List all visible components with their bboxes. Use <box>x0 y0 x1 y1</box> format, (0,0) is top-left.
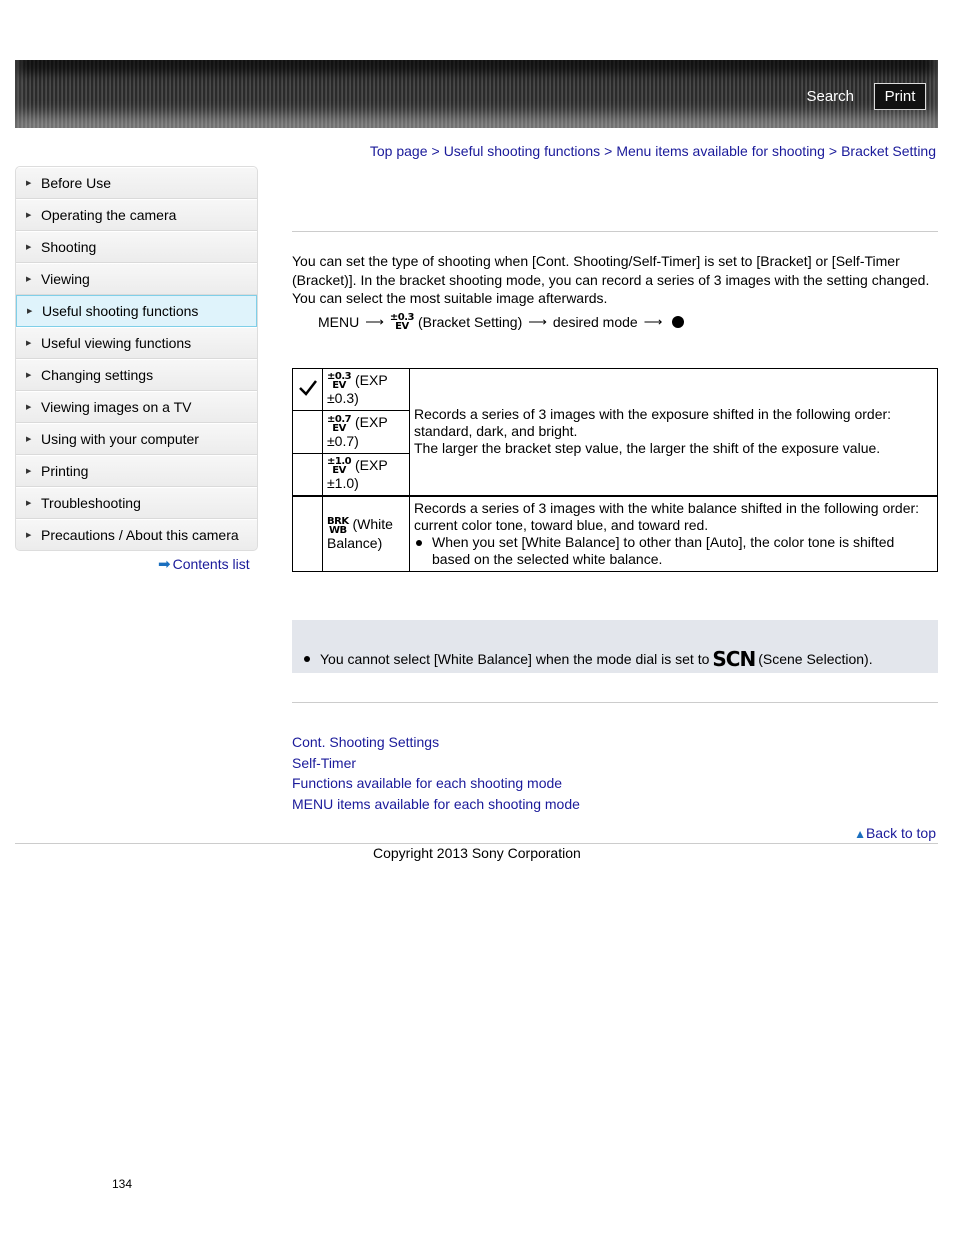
option-exp-10 <box>323 453 410 496</box>
option-label: (EXP ±1.0) <box>327 456 388 491</box>
breadcrumb-separator: > <box>828 143 838 159</box>
center-button-icon <box>672 316 684 328</box>
sidebar-item-label: Printing <box>41 463 89 479</box>
back-to-top-link[interactable] <box>854 825 936 841</box>
option-label: (EXP ±0.3) <box>327 372 388 407</box>
bracket-options-table <box>292 368 938 572</box>
exp-desc-2: The larger the bracket step value, the larger the shift of the exposure value. <box>414 440 881 457</box>
exp-desc-1: Records a series of 3 images with the exposure shifted in the following order: standard, dark, and bright. <box>414 406 892 440</box>
related-link-menu-items[interactable]: MENU items available for each shooting mode <box>292 796 580 813</box>
empty-cell <box>293 496 323 572</box>
ev-10-icon: ±1.0 EV <box>327 455 352 476</box>
breadcrumb-separator: > <box>604 143 613 159</box>
chevron-right-icon: ▶ <box>27 308 33 315</box>
table-row <box>293 496 938 572</box>
chevron-right-icon: ▶ <box>26 436 32 443</box>
related-links <box>292 732 580 815</box>
chevron-right-icon: ▶ <box>26 500 32 507</box>
arrow-right-icon: ⟶ <box>365 314 384 329</box>
ev-07-icon: ±0.7 EV <box>327 413 352 434</box>
chevron-right-icon: ▶ <box>26 340 32 347</box>
note-after: (Scene Selection). <box>758 651 873 667</box>
related-link-self-timer[interactable]: Self-Timer <box>292 754 357 771</box>
sidebar-item-label: Operating the camera <box>41 207 177 223</box>
breadcrumb-useful-shooting[interactable]: Useful shooting functions <box>443 143 601 159</box>
exposure-description <box>410 369 938 496</box>
sidebar-item-viewing[interactable] <box>16 263 257 295</box>
contents-list-label: Contents list <box>172 556 250 572</box>
scn-icon: SCN <box>712 647 756 671</box>
desired-mode-label: desired mode <box>552 314 638 330</box>
checkmark-icon <box>298 379 318 397</box>
menu-path <box>318 313 684 331</box>
sidebar-item-label: Before Use <box>41 175 112 191</box>
sidebar-item-troubleshooting[interactable] <box>16 487 257 519</box>
breadcrumb-separator: > <box>431 143 440 159</box>
option-label: (White Balance) <box>327 516 393 551</box>
page-number: 134 <box>112 1177 133 1191</box>
arrow-right-icon: ⟶ <box>528 314 547 329</box>
arrow-right-icon: ⟶ <box>643 314 663 329</box>
empty-cell <box>293 411 323 453</box>
wb-description <box>410 496 938 572</box>
chevron-right-icon: ▶ <box>26 404 32 411</box>
back-to-top-label: Back to top <box>865 825 936 841</box>
sidebar-item-computer[interactable] <box>16 423 257 455</box>
sidebar-item-label: Troubleshooting <box>41 495 141 511</box>
sidebar-item-label: Useful shooting functions <box>42 303 199 319</box>
sidebar-item-label: Changing settings <box>41 367 154 383</box>
print-button[interactable]: Print <box>874 83 926 110</box>
chevron-right-icon: ▶ <box>26 212 32 219</box>
sidebar-item-tv[interactable] <box>16 391 257 423</box>
search-link[interactable]: Search <box>806 88 854 105</box>
sidebar-item-useful-shooting[interactable] <box>16 295 257 327</box>
bracket-setting-label: (Bracket Setting) <box>417 314 523 330</box>
breadcrumb-menu-items[interactable]: Menu items available for shooting <box>616 143 825 159</box>
wb-bullet-text: When you set [White Balance] to other than [Auto], the color tone is shifted based on the selected white balance. <box>432 533 895 567</box>
sidebar-item-label: Viewing <box>41 271 90 287</box>
sidebar-item-useful-viewing[interactable] <box>16 327 257 359</box>
arrow-right-icon: ➡ <box>158 556 171 573</box>
note-before: You cannot select [White Balance] when the mode dial is set to <box>320 651 710 667</box>
sidebar-item-label: Precautions / About this camera <box>41 527 239 543</box>
chevron-right-icon: ▶ <box>26 276 32 283</box>
sidebar-item-label: Shooting <box>41 239 97 255</box>
chevron-right-icon: ▶ <box>26 532 32 539</box>
empty-cell <box>293 453 323 496</box>
note-box <box>292 620 938 673</box>
sidebar-item-label: Using with your computer <box>41 431 199 447</box>
brk-wb-icon: BRK WB <box>327 515 349 536</box>
option-exp-07 <box>323 411 410 453</box>
divider <box>292 231 938 232</box>
bullet-icon <box>304 656 310 662</box>
sidebar <box>15 166 258 551</box>
wb-desc: Records a series of 3 images with the white balance shifted in the following order: current color tone, toward blue, and toward red. <box>414 499 920 533</box>
option-exp-03 <box>323 369 410 411</box>
chevron-right-icon: ▶ <box>26 372 32 379</box>
option-label: (EXP ±0.7) <box>327 414 388 449</box>
sidebar-item-shooting[interactable] <box>16 231 257 263</box>
bullet-icon <box>416 540 422 546</box>
sidebar-item-changing-settings[interactable] <box>16 359 257 391</box>
chevron-right-icon: ▶ <box>26 468 32 475</box>
sidebar-item-label: Useful viewing functions <box>41 335 192 351</box>
contents-list-link[interactable] <box>158 555 250 573</box>
ev-03-icon: ±0.3 EV <box>327 371 352 392</box>
menu-label: MENU <box>318 314 360 330</box>
breadcrumb-bracket-setting[interactable]: Bracket Setting <box>841 143 936 159</box>
chevron-right-icon: ▶ <box>26 180 32 187</box>
footer-divider <box>15 843 938 844</box>
divider <box>292 702 938 703</box>
option-white-balance <box>323 496 410 572</box>
header-bar <box>15 60 938 128</box>
table-row <box>293 369 938 411</box>
sidebar-item-operating[interactable] <box>16 199 257 231</box>
wb-bullet <box>414 534 933 568</box>
sidebar-item-precautions[interactable] <box>16 519 257 550</box>
copyright: Copyright 2013 Sony Corporation <box>373 845 581 861</box>
related-link-functions[interactable]: Functions available for each shooting mode <box>292 775 563 792</box>
intro-text: You can set the type of shooting when [Cont. Shooting/Self-Timer] is set to [Bracket] or [Self-Timer (Bracket)]. In the bracket shooting mode, you can record a series of 3 images with the setting changed. You can select the most suitable image afterwards. <box>292 253 930 306</box>
sidebar-item-before-use[interactable] <box>16 167 257 199</box>
sidebar-item-printing[interactable] <box>16 455 257 487</box>
sidebar-item-label: Viewing images on a TV <box>41 399 192 415</box>
chevron-right-icon: ▶ <box>26 244 32 251</box>
triangle-up-icon: ▲ <box>854 827 866 841</box>
note-text <box>304 647 873 671</box>
default-cell <box>293 369 323 411</box>
breadcrumb <box>370 143 936 159</box>
related-link-cont-shooting[interactable]: Cont. Shooting Settings <box>292 734 440 750</box>
bracket-ev-icon: ±0.3 EV <box>389 312 414 332</box>
breadcrumb-top-page[interactable]: Top page <box>369 143 428 159</box>
